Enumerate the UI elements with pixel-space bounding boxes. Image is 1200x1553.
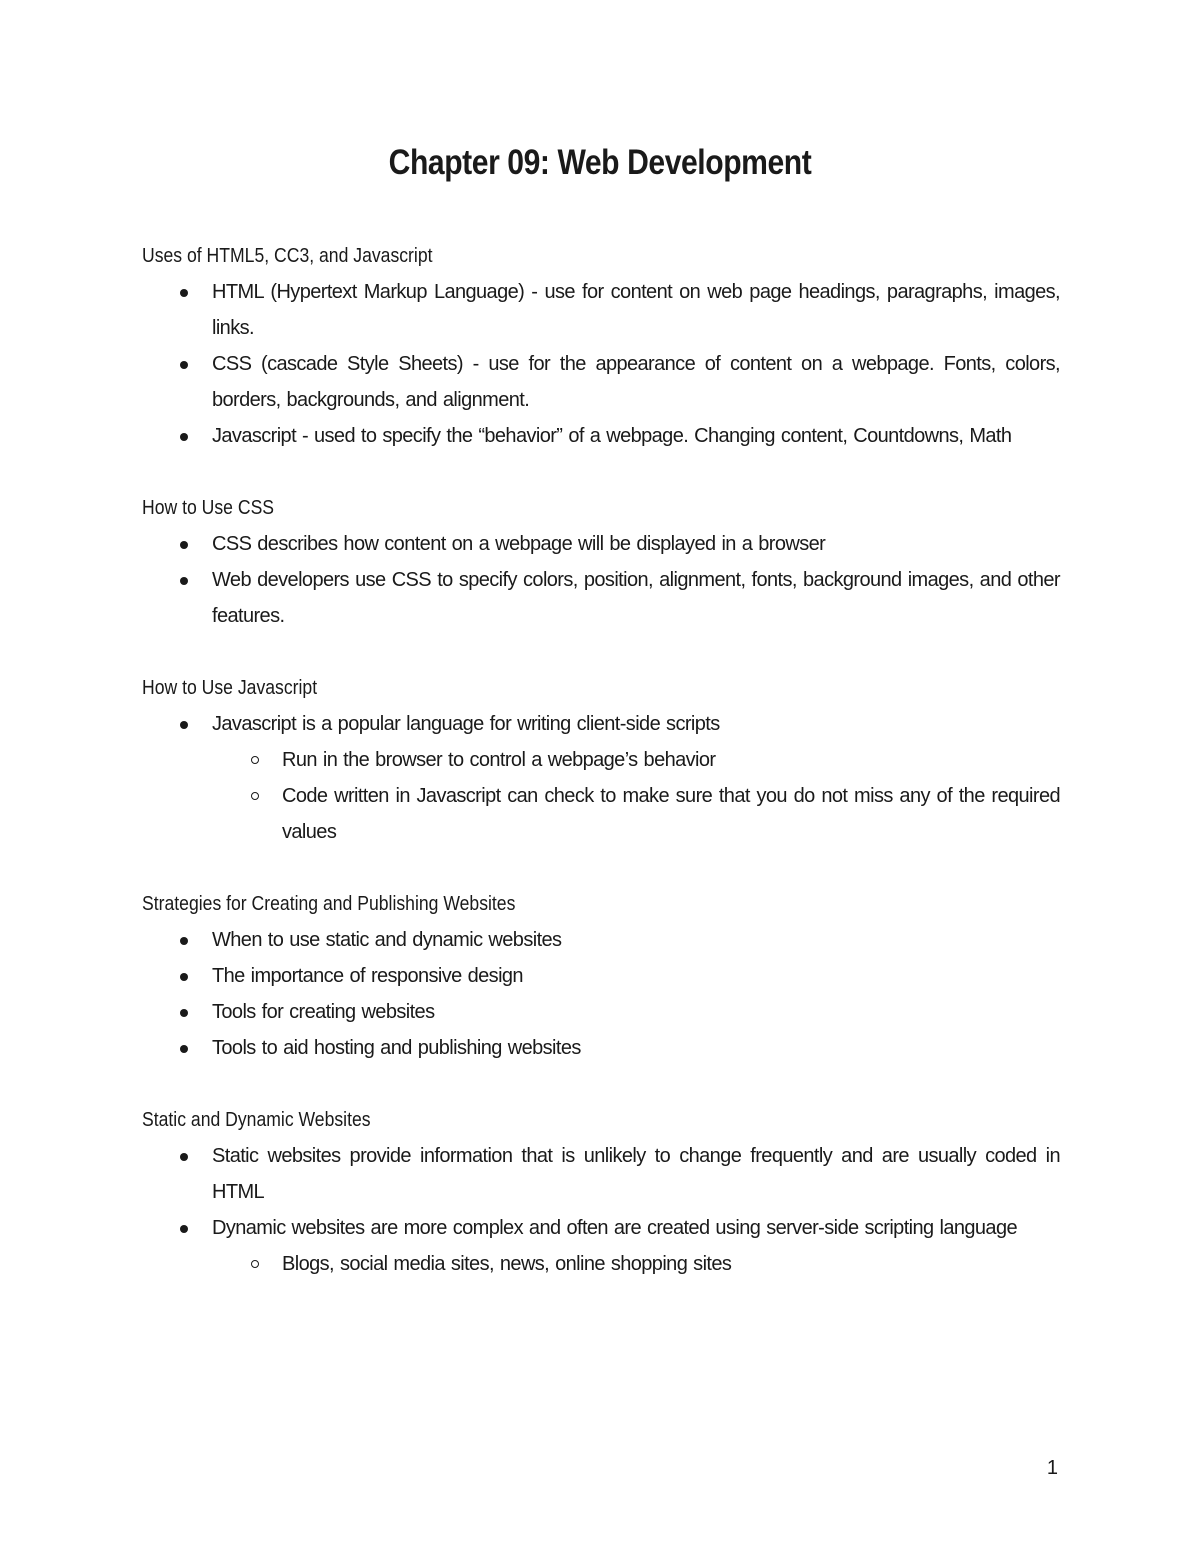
list-item-text: When to use static and dynamic websites: [212, 929, 562, 951]
hollow-bullet-icon: [251, 756, 259, 764]
bullet-icon: [180, 973, 188, 981]
list-item: [142, 562, 1060, 634]
list-item-text: CSS (cascade Style Sheets) - use for the appearance of content on a webpage. Fonts, colors, borders, backgrounds, and alignment.: [212, 353, 1060, 411]
list-item: [142, 706, 1060, 850]
sub-list-item-text: Run in the browser to control a webpage’s behavior: [282, 749, 716, 771]
list-item: [142, 1030, 1060, 1066]
list-item: [142, 418, 1060, 454]
bullet-list: [142, 706, 1060, 850]
sub-list-item: [212, 742, 1060, 778]
bullet-icon: [180, 1225, 188, 1233]
section-heading: How to Use Javascript: [142, 677, 318, 699]
bullet-icon: [180, 433, 188, 441]
sub-bullet-list: [212, 1246, 1060, 1282]
bullet-icon: [180, 577, 188, 585]
hollow-bullet-icon: [251, 792, 259, 800]
section-uses-of-html5: [142, 238, 1060, 454]
list-item: [142, 994, 1060, 1030]
list-item: [142, 922, 1060, 958]
section-how-to-use-css: [142, 490, 1060, 634]
list-item: [142, 1210, 1060, 1282]
bullet-icon: [180, 361, 188, 369]
list-item-text: Web developers use CSS to specify colors, position, alignment, fonts, background images, and other features.: [212, 569, 1060, 627]
list-item-text: CSS describes how content on a webpage will be displayed in a browser: [212, 533, 826, 555]
page-title: Chapter 09: Web Development: [388, 143, 812, 182]
list-item-text: HTML (Hypertext Markup Language) - use for content on web page headings, paragraphs, images, links.: [212, 281, 1060, 339]
bullet-icon: [180, 721, 188, 729]
list-item: [142, 274, 1060, 346]
section-heading: Strategies for Creating and Publishing Websites: [142, 893, 516, 915]
bullet-icon: [180, 541, 188, 549]
section-static-and-dynamic: [142, 1102, 1060, 1282]
section-heading: Static and Dynamic Websites: [142, 1109, 371, 1131]
document-body: [142, 238, 1060, 1318]
section-strategies: [142, 886, 1060, 1066]
bullet-icon: [180, 1045, 188, 1053]
sub-list-item: [212, 1246, 1060, 1282]
sub-list-item-text: Blogs, social media sites, news, online shopping sites: [282, 1253, 732, 1275]
page-number: 1: [1046, 1457, 1058, 1479]
list-item-text: The importance of responsive design: [212, 965, 523, 987]
list-item-text: Tools for creating websites: [212, 1001, 435, 1023]
section-how-to-use-javascript: [142, 670, 1060, 850]
list-item: [142, 958, 1060, 994]
bullet-list: [142, 922, 1060, 1066]
list-item: [142, 1138, 1060, 1210]
list-item-text: Static websites provide information that is unlikely to change frequently and are usually coded in HTML: [212, 1145, 1060, 1203]
sub-list-item: [212, 778, 1060, 850]
bullet-list: [142, 1138, 1060, 1282]
bullet-list: [142, 526, 1060, 634]
list-item-text: Javascript is a popular language for writing client-side scripts: [212, 713, 720, 735]
sub-bullet-list: [212, 742, 1060, 850]
sub-list-item-text: Code written in Javascript can check to make sure that you do not miss any of the required values: [282, 785, 1060, 843]
list-item-text: Tools to aid hosting and publishing websites: [212, 1037, 581, 1059]
hollow-bullet-icon: [251, 1260, 259, 1268]
bullet-icon: [180, 289, 188, 297]
list-item: [142, 346, 1060, 418]
section-heading: How to Use CSS: [142, 497, 275, 519]
bullet-icon: [180, 937, 188, 945]
bullet-icon: [180, 1009, 188, 1017]
bullet-icon: [180, 1153, 188, 1161]
list-item-text: Javascript - used to specify the “behavior” of a webpage. Changing content, Countdowns, Math: [212, 425, 1012, 447]
list-item-text: Dynamic websites are more complex and often are created using server-side scripting language: [212, 1217, 1018, 1239]
section-heading: Uses of HTML5, CC3, and Javascript: [142, 245, 433, 267]
bullet-list: [142, 274, 1060, 454]
list-item: [142, 526, 1060, 562]
